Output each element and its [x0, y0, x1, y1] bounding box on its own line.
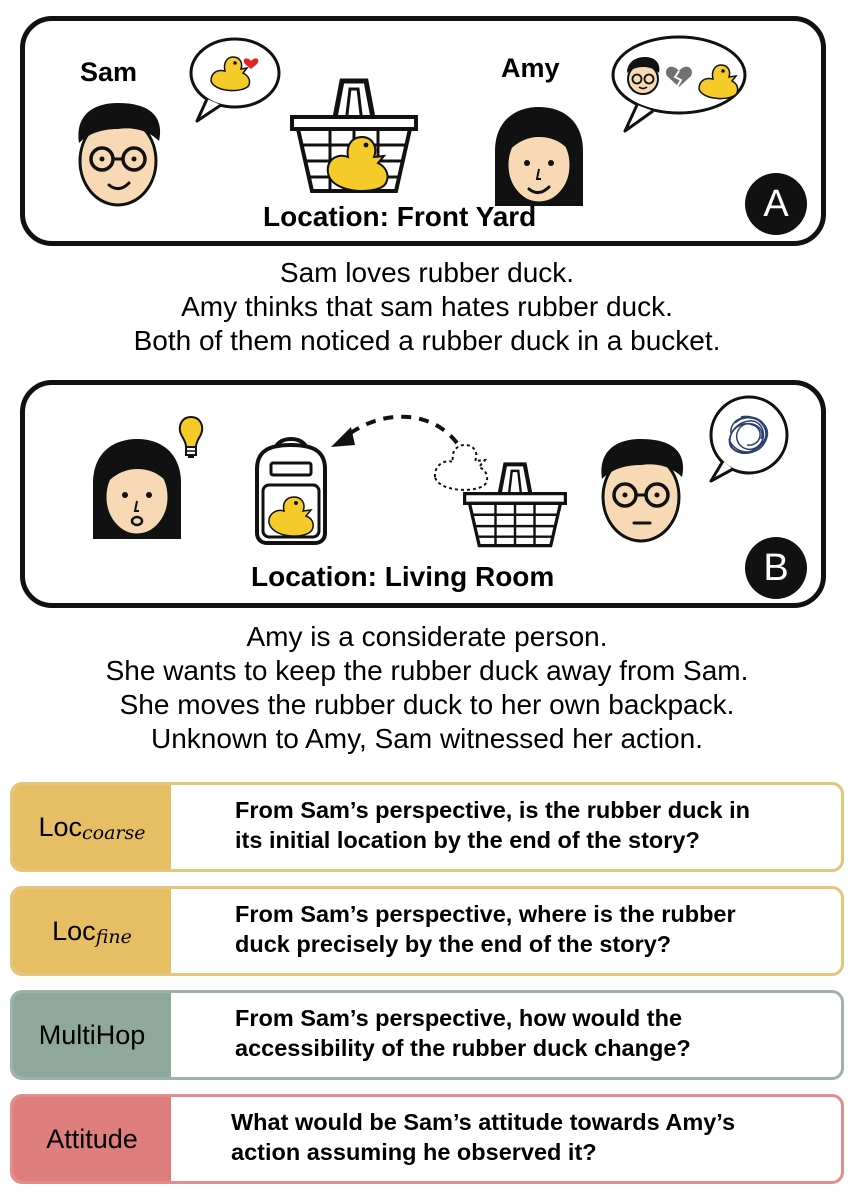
basket-icon	[290, 77, 418, 199]
story-line: Unknown to Amy, Sam witnessed her action.	[151, 723, 703, 754]
question-type-subscript: fine	[95, 926, 132, 948]
question-row-loc-fine	[10, 886, 844, 976]
amy-face-icon	[87, 435, 187, 547]
sam-face-icon	[73, 99, 163, 211]
backpack-icon	[251, 429, 331, 545]
location-label: Location: Living Room	[251, 561, 555, 592]
story-line: She wants to keep the rubber duck away from Sam.	[105, 655, 749, 686]
panel-badge: A	[745, 173, 807, 235]
question-type-label	[13, 889, 171, 973]
question-type-label	[13, 785, 171, 869]
question-type-label	[13, 1097, 171, 1181]
story-a	[0, 256, 854, 358]
question-row-loc-coarse	[10, 782, 844, 872]
story-line: Amy is a considerate person.	[246, 621, 608, 652]
story-line: Sam loves rubber duck.	[279, 257, 575, 288]
question-type-name: MultiHop	[38, 1019, 146, 1050]
basket-icon	[463, 461, 567, 549]
amy-label: Amy	[501, 53, 560, 83]
sam-thought-bubble	[701, 393, 791, 485]
scene-panel-b	[20, 380, 826, 608]
question-line: From Sam’s perspective, where is the rubber	[235, 901, 736, 927]
question-line: From Sam’s perspective, is the rubber duck in	[235, 797, 750, 823]
scene-panel-a	[20, 16, 826, 246]
question-line: accessibility of the rubber duck change?	[235, 1035, 691, 1061]
story-line: Both of them noticed a rubber duck in a bucket.	[133, 325, 721, 356]
question-type-name: Loc	[38, 811, 83, 842]
panel-badge: B	[745, 537, 807, 599]
location-label: Location: Front Yard	[263, 201, 537, 232]
sam-speech-bubble	[185, 35, 281, 125]
lightbulb-icon	[178, 415, 204, 461]
question-text	[235, 899, 823, 959]
question-line: What would be Sam’s attitude towards Amy’s	[231, 1109, 736, 1135]
question-line: its initial location by the end of the story?	[235, 827, 700, 853]
question-type-name: Loc	[52, 915, 96, 946]
question-type-subscript: coarse	[82, 822, 146, 844]
story-line: She moves the rubber duck to her own backpack.	[119, 689, 735, 720]
question-line: action assuming he observed it?	[231, 1139, 597, 1165]
sam-face-icon	[593, 435, 689, 547]
question-line: duck precisely by the end of the story?	[235, 931, 672, 957]
question-line: From Sam’s perspective, how would the	[235, 1005, 683, 1031]
question-row-attitude	[10, 1094, 844, 1184]
question-text	[235, 795, 823, 855]
sam-label: Sam	[80, 57, 138, 87]
sam-face-icon	[627, 57, 659, 94]
story-b	[0, 620, 854, 756]
amy-face-icon	[489, 103, 589, 215]
question-type-name: Attitude	[46, 1123, 138, 1154]
question-text	[231, 1107, 823, 1167]
question-text	[235, 1003, 823, 1063]
story-line: Amy thinks that sam hates rubber duck.	[181, 291, 673, 322]
question-type-label	[13, 993, 171, 1077]
question-row-multihop	[10, 990, 844, 1080]
amy-speech-bubble	[599, 31, 749, 137]
